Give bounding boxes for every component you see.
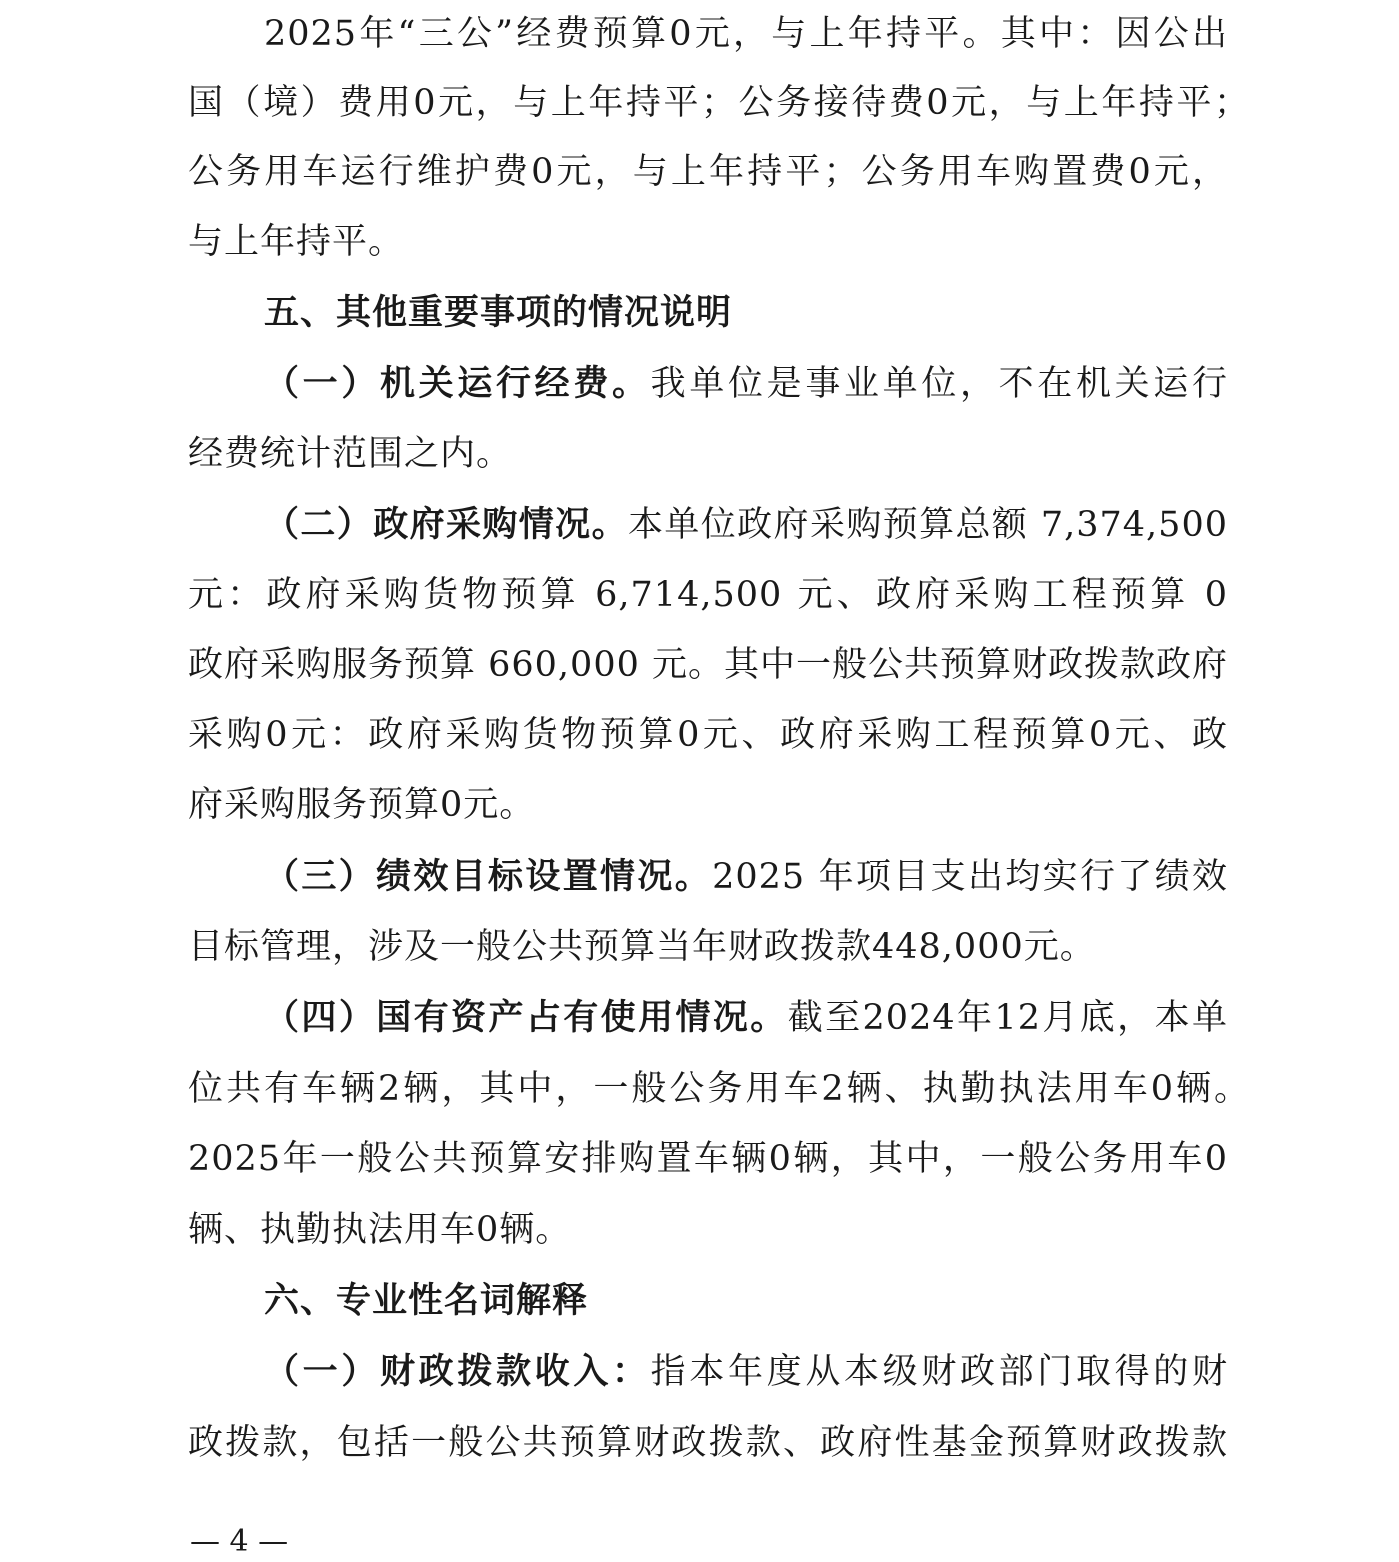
- paragraph-line: 经费统计范围之内。: [188, 434, 513, 474]
- subsection-label: （四）国有资产占有使用情况。: [264, 998, 788, 1038]
- subsection-label: （二）政府采购情况。: [264, 505, 628, 545]
- paragraph-line: 政拨款，包括一般公共预算财政拨款、政府性基金预算财政拨款: [188, 1423, 1228, 1463]
- subsection-label: （一）机关运行经费。: [264, 364, 651, 404]
- paragraph-line: [264, 362, 1228, 406]
- paragraph-line: 目标管理，涉及一般公共预算当年财政拨款448,000元。: [188, 927, 1096, 967]
- paragraph-text: 本单位政府采购预算总额 7,374,500: [627, 505, 1228, 545]
- paragraph-line: 政府采购服务预算 660,000 元。其中一般公共预算财政拨款政府: [188, 645, 1228, 685]
- paragraph-line: 国（境）费用0元，与上年持平；公务接待费0元，与上年持平；: [188, 83, 1250, 123]
- paragraph-line: 府采购服务预算0元。: [188, 785, 536, 825]
- paragraph-line: 元：政府采购货物预算 6,714,500 元、政府采购工程预算 0: [188, 575, 1228, 615]
- paragraph-line: 2025年“三公”经费预算0元，与上年持平。其中：因公出: [264, 14, 1228, 54]
- paragraph-line: [264, 855, 1228, 899]
- page-number: — 4 —: [190, 1524, 289, 1559]
- section-heading: 六、专业性名词解释: [264, 1281, 589, 1321]
- paragraph-line: 2025年一般公共预算安排购置车辆0辆，其中，一般公务用车0: [188, 1139, 1228, 1179]
- paragraph-line: 公务用车运行维护费0元，与上年持平；公务用车购置费0元，: [188, 152, 1228, 192]
- paragraph-line: [264, 503, 1228, 547]
- paragraph-text: 指本年度从本级财政部门取得的财: [650, 1352, 1228, 1392]
- paragraph-line: [264, 996, 1228, 1040]
- paragraph-text: 2025 年项目支出均实行了绩效: [712, 857, 1228, 897]
- paragraph-line: 与上年持平。: [188, 222, 405, 262]
- paragraph-line: [264, 1350, 1228, 1394]
- paragraph-line: 位共有车辆2辆，其中，一般公务用车2辆、执勤执法用车0辆。: [188, 1069, 1250, 1109]
- subsection-label: （一）财政拨款收入：: [264, 1352, 651, 1392]
- paragraph-text: 截至2024年12月底，本单: [787, 998, 1228, 1038]
- paragraph-line: 辆、执勤执法用车0辆。: [188, 1210, 572, 1250]
- section-heading: 五、其他重要事项的情况说明: [264, 293, 733, 333]
- subsection-label: （三）绩效目标设置情况。: [264, 857, 713, 897]
- paragraph-line: 采购0元：政府采购货物预算0元、政府采购工程预算0元、政: [188, 715, 1228, 755]
- paragraph-text: 我单位是事业单位，不在机关运行: [650, 364, 1228, 404]
